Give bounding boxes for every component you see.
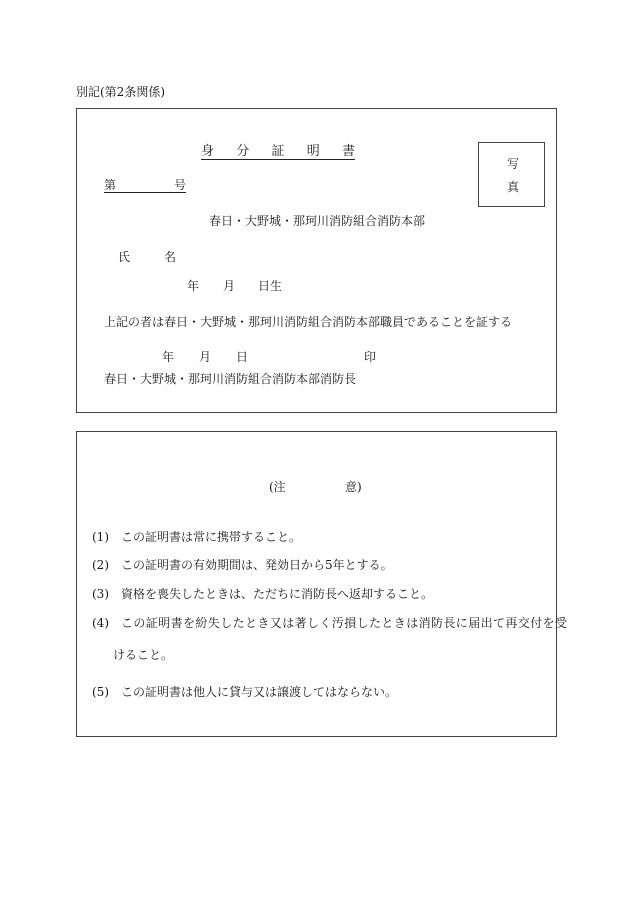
title-char: 証: [271, 144, 285, 159]
seal-label: 印: [364, 350, 377, 364]
note-text: この証明書を紛失したとき又は著しく汚損したときは消防長に届出て再交付を受: [121, 616, 568, 630]
dob-month: 月: [223, 279, 236, 293]
note-text: この証明書の有効期間は、発効日から5年とする。: [121, 558, 393, 572]
issue-month: 月: [199, 350, 212, 364]
photo-label-char: 写: [507, 157, 520, 171]
note-text-continuation: けること。: [113, 648, 174, 662]
organization-name: 春日・大野城・那珂川消防組合消防本部: [209, 214, 426, 228]
note-number: (3): [92, 587, 109, 601]
dob-year: 年: [187, 279, 200, 293]
name-label-char: 氏: [118, 250, 131, 264]
certificate-title: [201, 145, 355, 160]
note-text: この証明書は他人に貸与又は譲渡してはならない。: [121, 685, 398, 699]
name-label-char: 名: [164, 250, 177, 264]
title-char: 明: [306, 144, 320, 159]
note-text: この証明書は常に携帯すること。: [121, 530, 302, 544]
issuer-name: 春日・大野城・那珂川消防組合消防本部消防長: [104, 372, 357, 386]
number-suffix: 号: [173, 178, 186, 192]
note-number: (1): [92, 530, 109, 544]
dob-day: 日生: [258, 279, 283, 293]
notes-heading-close: 意): [345, 480, 362, 494]
certificate-number: [104, 179, 186, 193]
certification-statement: 上記の者は春日・大野城・那珂川消防組合消防本部職員であることを証する: [104, 315, 513, 329]
number-prefix: 第: [104, 178, 117, 192]
title-char: 身: [201, 144, 215, 159]
notes-heading-open: (注: [269, 480, 286, 494]
appendix-label: 別記(第2条関係): [76, 85, 165, 99]
title-char: 分: [236, 144, 250, 159]
issue-day: 日: [236, 350, 249, 364]
note-text: 資格を喪失したときは、ただちに消防長へ返却すること。: [121, 587, 434, 601]
note-number: (2): [92, 558, 109, 572]
photo-label-char: 真: [507, 180, 520, 194]
photo-box: [478, 142, 545, 207]
note-number: (4): [92, 616, 109, 630]
note-number: (5): [92, 685, 109, 699]
title-char: 書: [341, 144, 355, 159]
issue-year: 年: [162, 350, 175, 364]
